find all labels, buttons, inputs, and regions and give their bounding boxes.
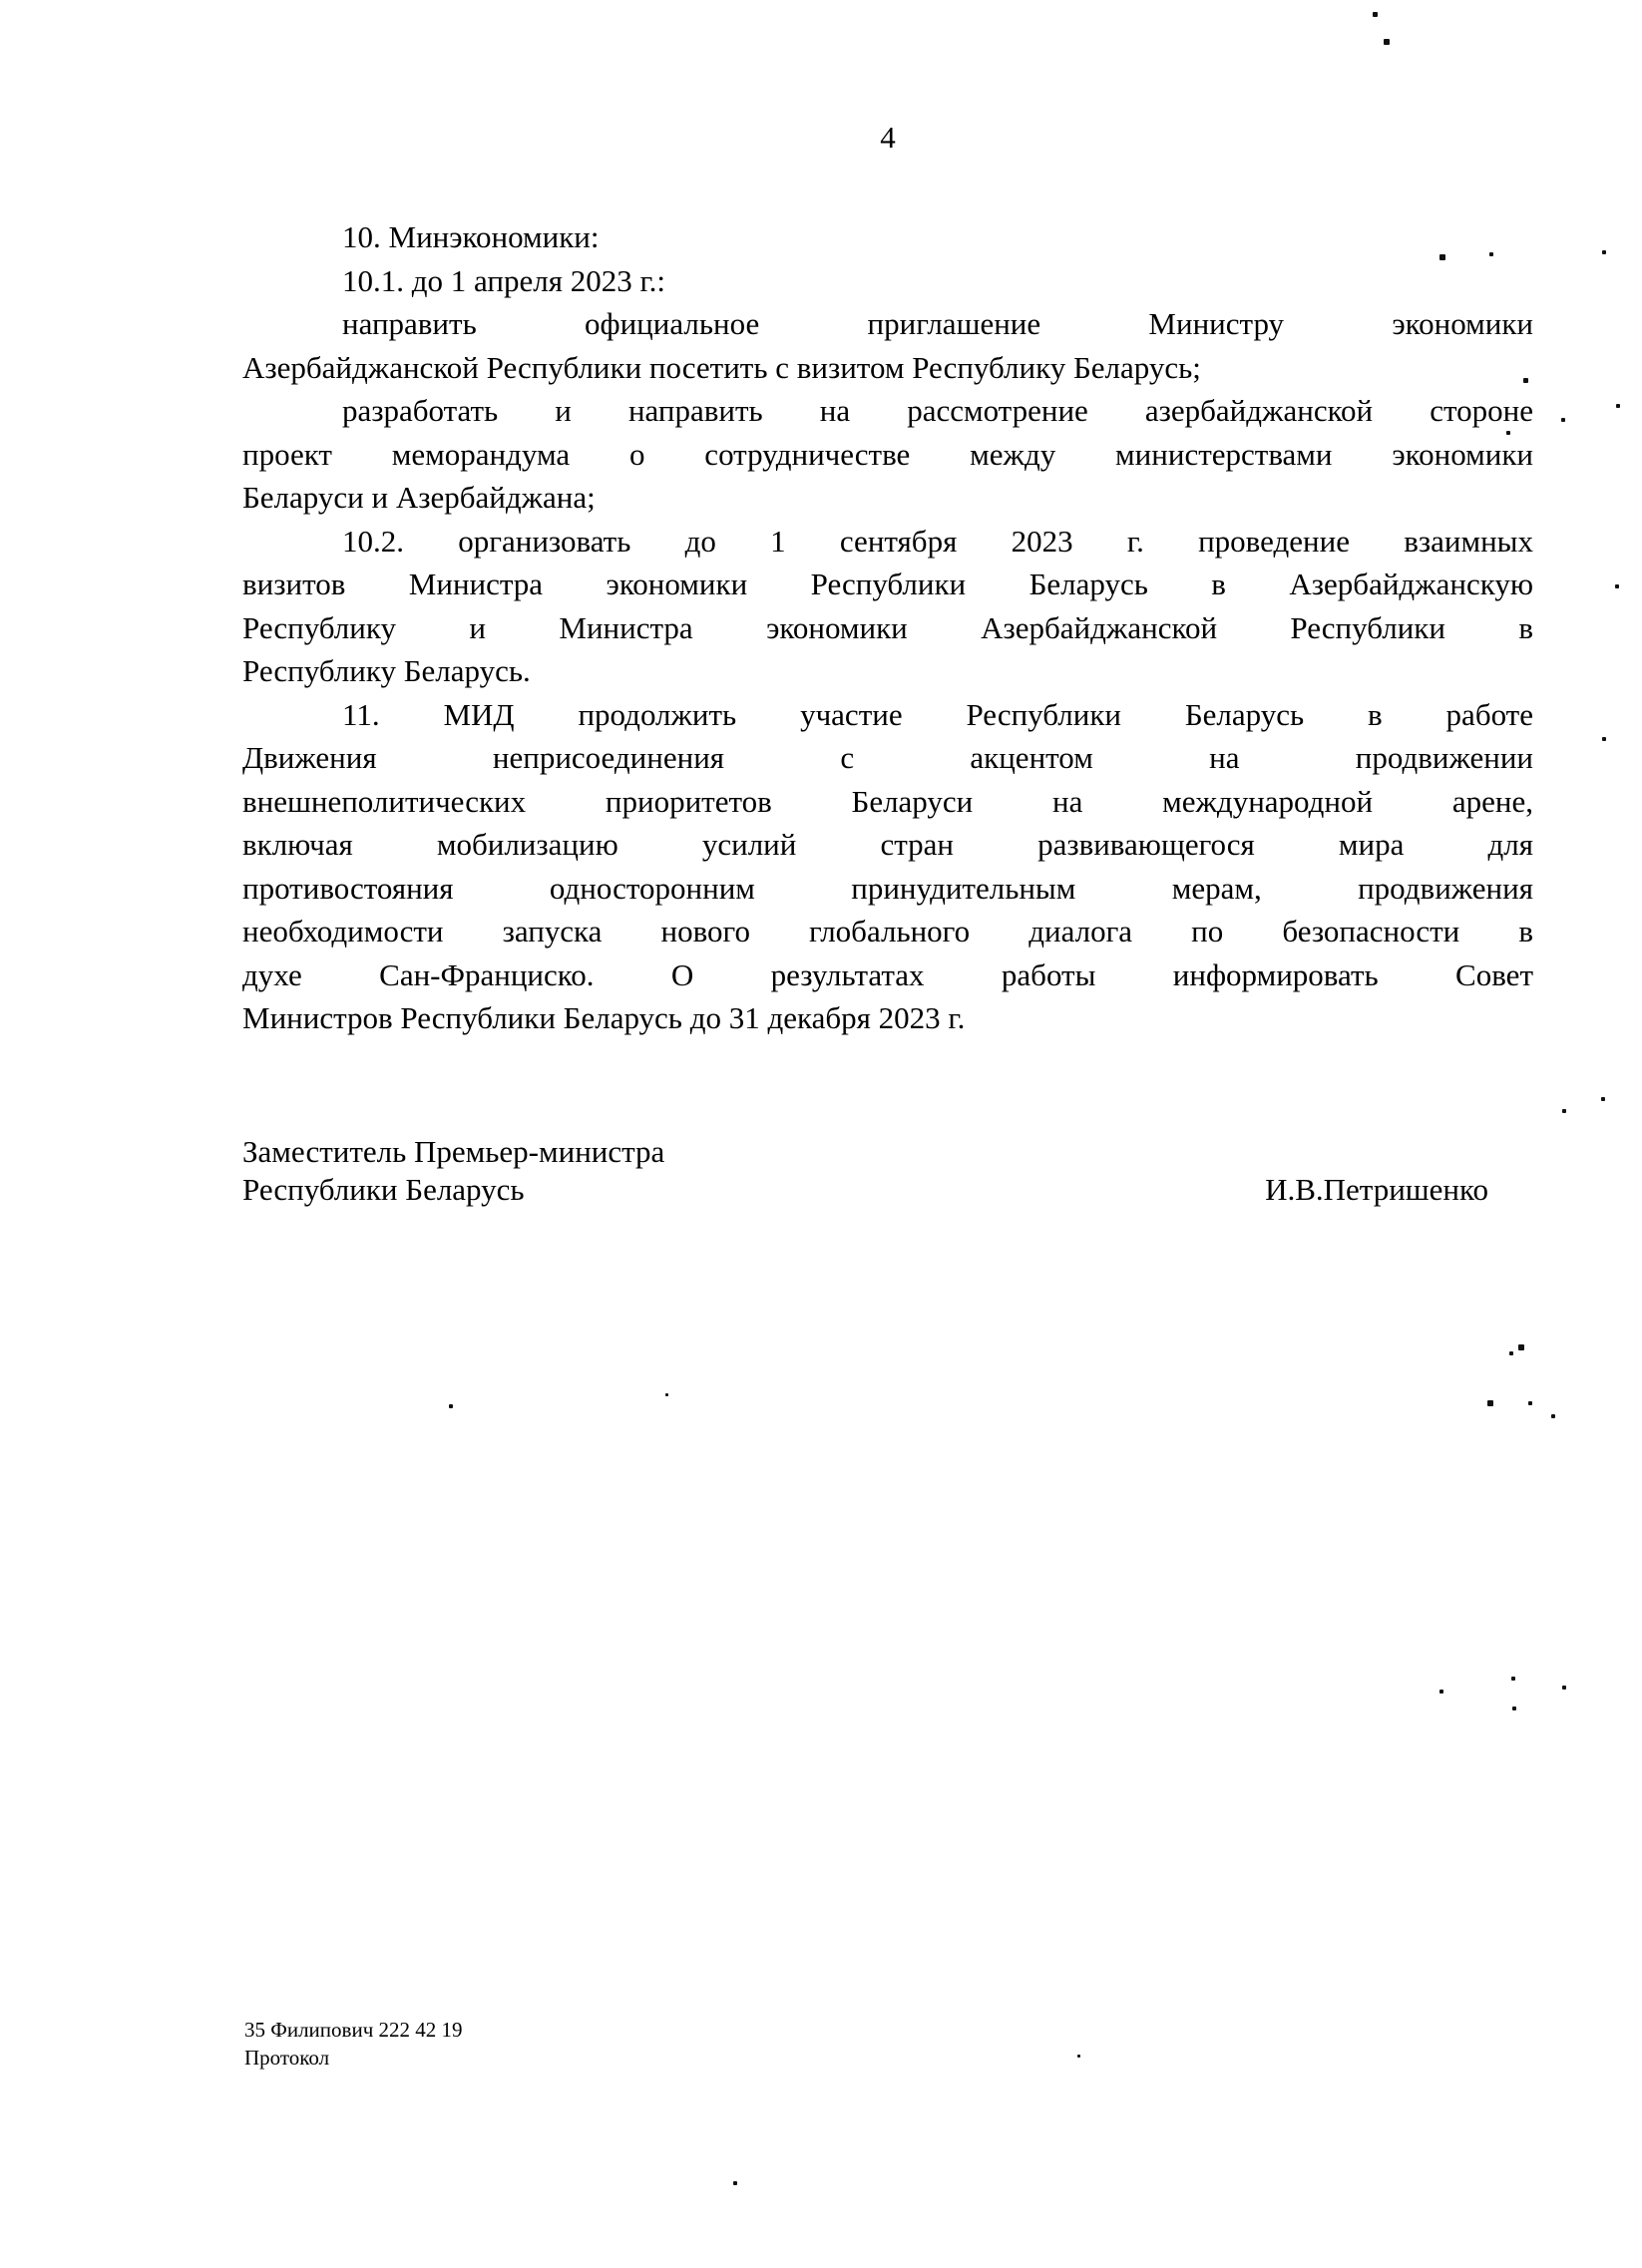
signature-position-line: Республики Беларусь: [242, 1172, 525, 1207]
scan-speck: [1528, 1401, 1532, 1405]
scan-speck: [665, 1393, 668, 1396]
scan-speck: [1602, 250, 1606, 254]
text-line: духе Сан-Франциско. О результатах работы информировать Совет: [242, 956, 1533, 992]
text-line: 10.2. организовать до 1 сентября 2023 г. проведение взаимных: [342, 523, 1533, 559]
document-body: [242, 215, 1533, 1040]
footer-block: [244, 2016, 463, 2072]
scan-speck: [1384, 39, 1390, 45]
footer-protocol-line: Протокол: [244, 2046, 330, 2070]
text-line: включая мобилизацию усилий стран развивающегося мира для: [242, 827, 1533, 862]
scan-speck: [1518, 1344, 1524, 1350]
scan-speck: [1439, 254, 1445, 260]
text-line: Азербайджанской Республики посетить с визитом Республику Беларусь;: [242, 349, 1201, 385]
scan-speck: [1551, 1414, 1555, 1418]
text-line: Республику и Министра экономики Азербайджанской Республики в: [242, 609, 1533, 645]
scan-speck: [1523, 378, 1528, 383]
scan-speck: [1373, 12, 1378, 17]
signature-position: [242, 1133, 664, 1209]
text-line: разработать и направить на рассмотрение азербайджанской стороне: [342, 393, 1533, 428]
scan-speck: [733, 2181, 737, 2185]
scan-speck: [1512, 1706, 1516, 1710]
text-line: направить официальное приглашение Министру экономики: [342, 306, 1533, 341]
text-line: 10. Минэкономики:: [342, 219, 600, 254]
text-line: 10.1. до 1 апреля 2023 г.:: [342, 262, 666, 298]
text-line: внешнеполитических приоритетов Беларуси на международной арене,: [242, 783, 1533, 819]
scan-speck: [1616, 404, 1620, 408]
scan-speck: [1561, 418, 1565, 422]
scan-speck: [1602, 737, 1606, 741]
text-line: Беларуси и Азербайджана;: [242, 480, 596, 515]
page-number: 4: [880, 120, 896, 155]
scan-speck: [1511, 1677, 1515, 1681]
scan-speck: [1562, 1109, 1566, 1113]
signature-block: [242, 1133, 1533, 1209]
scan-speck: [1489, 252, 1493, 256]
text-line: противостояния односторонним принудительным мерам, продвижения: [242, 870, 1533, 906]
text-line: Движения неприсоединения с акцентом на продвижении: [242, 740, 1533, 775]
scan-speck: [1615, 584, 1619, 588]
scan-speck: [1509, 1351, 1513, 1355]
signature-position-line: Заместитель Премьер-министра: [242, 1134, 665, 1169]
text-line: необходимости запуска нового глобального диалога по безопасности в: [242, 914, 1533, 948]
text-line: проект меморандума о сотрудничестве между министерствами экономики: [242, 436, 1533, 472]
scan-speck: [1487, 1400, 1493, 1406]
text-line: визитов Министра экономики Республики Беларусь в Азербайджанскую: [242, 567, 1533, 601]
scan-speck: [449, 1404, 453, 1408]
text-line: Министров Республики Беларусь до 31 декабря 2023 г.: [242, 1000, 966, 1035]
footer-executor-line: 35 Филипович 222 42 19: [244, 2018, 463, 2042]
scan-speck: [1077, 2055, 1080, 2058]
scan-speck: [1601, 1097, 1605, 1101]
text-line: 11. МИД продолжить участие Республики Беларусь в работе: [342, 696, 1533, 732]
scan-speck: [1506, 431, 1510, 435]
text-line: Республику Беларусь.: [242, 653, 531, 688]
scan-speck: [1562, 1686, 1566, 1690]
signature-name: И.В.Петришенко: [1265, 1172, 1488, 1207]
scan-speck: [1439, 1690, 1443, 1694]
